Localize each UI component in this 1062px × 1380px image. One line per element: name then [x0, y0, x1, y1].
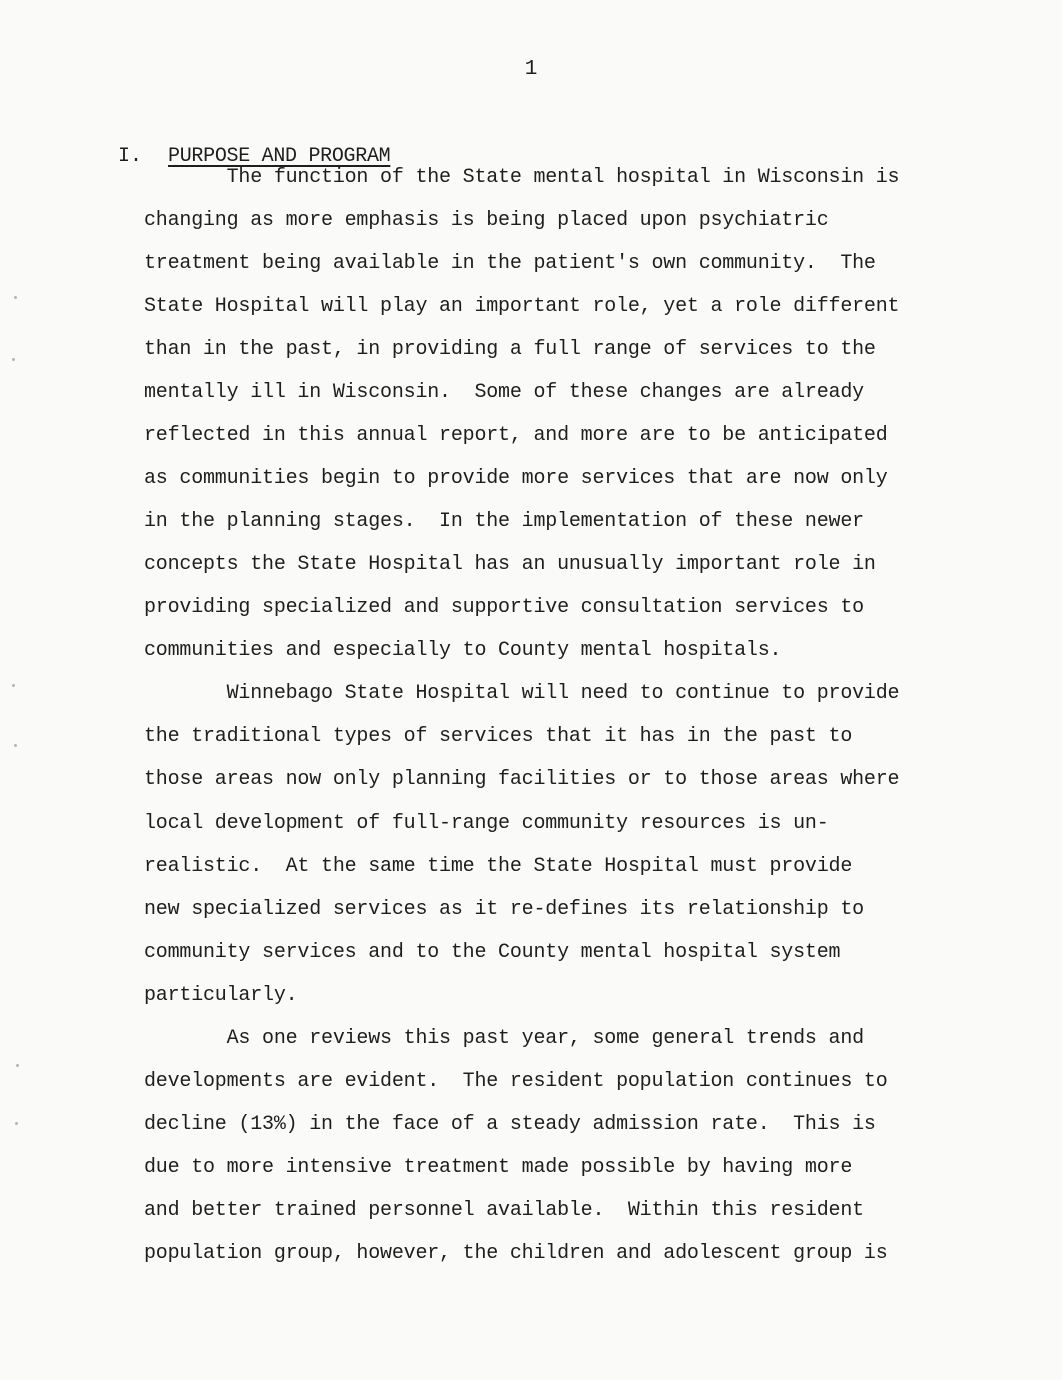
- text-line: The function of the State mental hospital in Wisconsin is: [144, 166, 900, 189]
- text-line: As one reviews this past year, some general trends and: [144, 1027, 864, 1050]
- text-line: decline (13%) in the face of a steady admission rate. This is: [144, 1113, 876, 1136]
- text-line: local development of full-range community resources is un-: [144, 812, 829, 835]
- scan-speck: [14, 296, 17, 299]
- text-line: changing as more emphasis is being placed upon psychiatric: [144, 209, 829, 232]
- page-number: 1: [524, 58, 538, 81]
- text-line: population group, however, the children and adolescent group is: [144, 1242, 888, 1265]
- scan-speck: [12, 684, 15, 687]
- text-line: than in the past, in providing a full range of services to the: [144, 338, 876, 361]
- text-line: particularly.: [144, 984, 298, 1007]
- text-line: those areas now only planning facilities or to those areas where: [144, 768, 900, 791]
- text-line: reflected in this annual report, and more are to be anticipated: [144, 424, 888, 447]
- scan-speck: [15, 1122, 18, 1125]
- text-line: Winnebago State Hospital will need to continue to provide: [144, 682, 900, 705]
- section-number: I.: [118, 145, 143, 168]
- text-line: providing specialized and supportive consultation services to: [144, 596, 864, 619]
- text-line: communities and especially to County mental hospitals.: [144, 639, 782, 662]
- scan-speck: [12, 358, 15, 361]
- scan-speck: [16, 1064, 19, 1067]
- section-heading: [94, 122, 390, 168]
- text-line: mentally ill in Wisconsin. Some of these changes are already: [144, 381, 864, 404]
- text-line: the traditional types of services that it has in the past to: [144, 725, 853, 748]
- text-line: developments are evident. The resident population continues to: [144, 1070, 888, 1093]
- scan-speck: [14, 744, 17, 747]
- text-line: in the planning stages. In the implementation of these newer: [144, 510, 864, 533]
- text-line: as communities begin to provide more services that are now only: [144, 467, 888, 490]
- text-line: concepts the State Hospital has an unusually important role in: [144, 553, 876, 576]
- text-line: due to more intensive treatment made possible by having more: [144, 1156, 853, 1179]
- text-line: community services and to the County mental hospital system: [144, 941, 841, 964]
- text-line: and better trained personnel available. Within this resident: [144, 1199, 864, 1222]
- text-line: treatment being available in the patient's own community. The: [144, 252, 876, 275]
- text-line: State Hospital will play an important role, yet a role different: [144, 295, 900, 318]
- text-line: realistic. At the same time the State Hospital must provide: [144, 855, 853, 878]
- section-title: PURPOSE AND PROGRAM: [168, 145, 391, 168]
- text-line: new specialized services as it re-defines its relationship to: [144, 898, 864, 921]
